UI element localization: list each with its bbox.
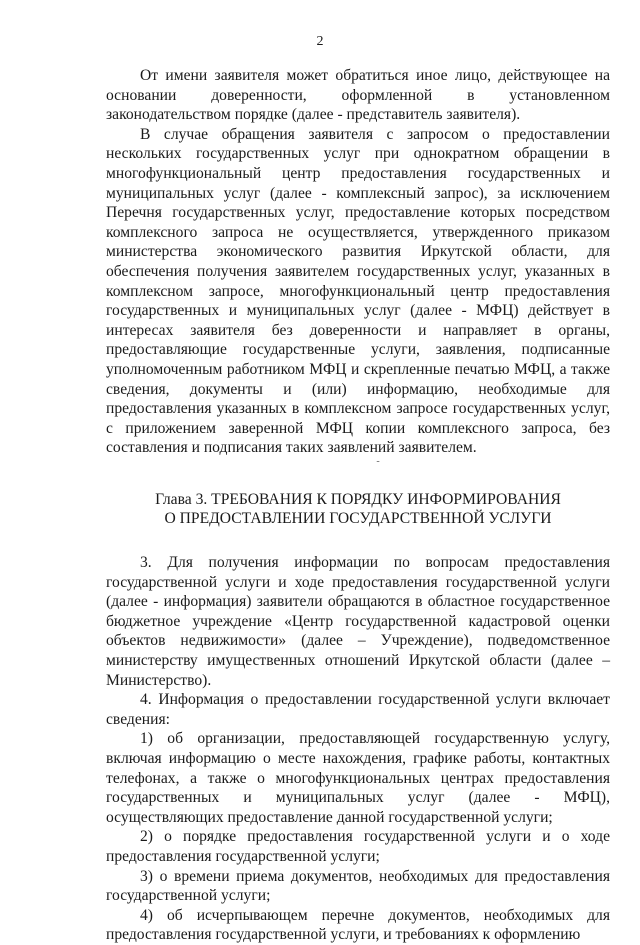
separator-mark: - [376, 455, 380, 467]
chapter-title-line1: Глава 3. ТРЕБОВАНИЯ К ПОРЯДКУ ИНФОРМИРОВАНИЯ [155, 490, 561, 508]
list-item-2: 2) о порядке предоставления государственной услуги и о ходе предоставления государственной услуги; [106, 828, 610, 865]
paragraph-representative: От имени заявителя может обратиться иное лицо, действующее на основании доверенности, оформленной в установленном законодательством порядке (далее - представитель заявителя). [106, 67, 610, 124]
chapter-title-line2: О ПРЕДОСТАВЛЕНИИ ГОСУДАРСТВЕННОЙ УСЛУГИ [164, 510, 552, 528]
paragraph-item-4: 4. Информация о предоставлении государственной услуги включает сведения: [106, 691, 610, 728]
list-item-4: 4) об исчерпывающем перечне документов, необходимых для предоставления государственной услуги, и требованиях к оформлению [106, 906, 610, 944]
paragraph-complex-request: В случае обращения заявителя с запросом о предоставлении нескольких государственных услуг при однократном обращении в многофункциональный центр предоставления государственных и муниципальных услуг (далее - комплексный запрос), за исключением Перечня государственных услуг, предоставление которых посредством комплексного запроса не осуществляется, утвержденного приказом министерства экономического развития Иркутской области, для обеспечения получения заявителем государственных услуг, указанных в комплексном запросе, многофункциональный центр предоставления государственных и муниципальных услуг (далее - МФЦ) действует в интересах заявителя без доверенности и направляет в органы, предоставляющие государственные услуги, заявления, подписанные уполномоченным работником МФЦ и скрепленные печатью МФЦ, а также сведения, документы и (или) информацию, необходимые для предоставления указанных в комплексном запросе государственных услуг, с приложением заверенной МФЦ копии комплексного запроса, без составления и подписания таких заявлений заявителем. [106, 125, 610, 457]
list-item-3: 3) о времени приема документов, необходимых для предоставления государственной услуги; [106, 867, 610, 905]
paragraph-item-3: 3. Для получения информации по вопросам предоставления государственной услуги и ходе предоставления государственной услуги (далее - информация) заявители обращаются в областное государственное бюджетное учреждение «Центр государственной кадастровой оценки объектов недвижимости» (далее – Учреждение), подведомственное министерству имущественных отношений Иркутской области (далее – Министерство). [106, 554, 610, 689]
chapter-heading [106, 490, 610, 529]
page-number: 2 [316, 34, 324, 49]
list-item-1: 1) об организации, предоставляющей государственную услугу, включая информацию о месте нахождения, графике работы, контактных телефонах, а также о многофункциональных центрах предоставления государственных и муниципальных услуг (далее - МФЦ), осуществляющих предоставление данной государственной услуги; [106, 730, 610, 826]
document-body [106, 66, 610, 945]
